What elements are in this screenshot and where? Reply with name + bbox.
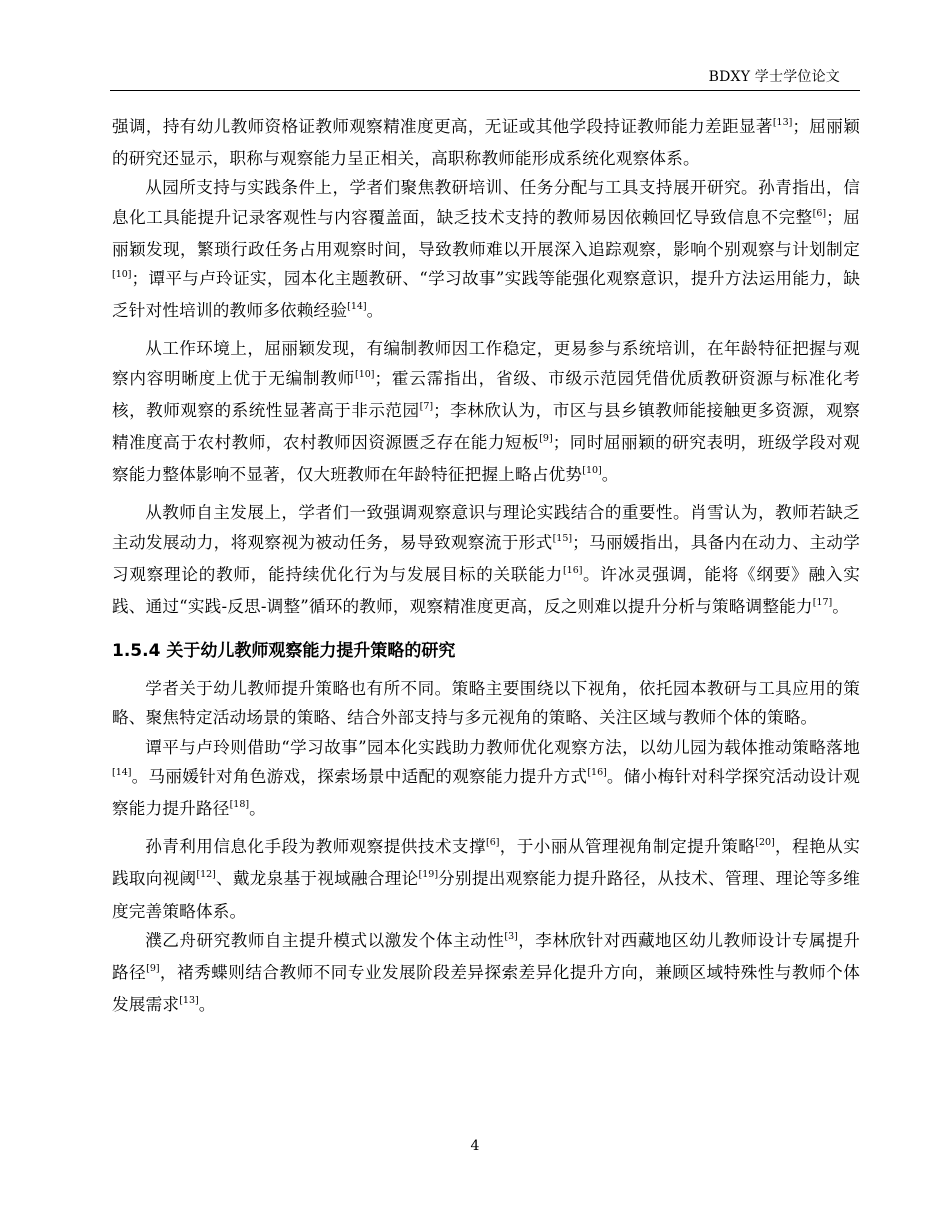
body-paragraph [112,832,860,926]
paragraph-text: 从教师自主发展上，学者们一致强调观察意识与理论实践结合的重要性。肖雪认为，教师若缺乏主动发展动力，将观察视为被动任务，易导致观察流于形式 [112,503,860,552]
paragraph-text: 。 [601,465,619,485]
citation-ref: [14] [347,301,367,313]
header-title: BDXY 学士学位论文 [708,69,840,85]
citation-ref: [20] [755,837,775,849]
paragraph-text: ，李林欣针对西藏地区幼儿教师设计专属提升路径 [112,930,861,983]
paragraph-text: ；屈丽颖的研究还显示，职称与观察能力呈正相关，高职称教师能形成系统化观察体系。 [112,117,860,169]
citation-ref: [9] [146,963,160,975]
paragraph-text: ；李林欣认为，市区与县乡镇教师能接触更多资源，观察精准度高于农村教师，农村教师因资源匮乏存在能力短板 [112,400,861,453]
paragraph-text: 。 [198,995,216,1015]
paragraph-text: ，褚秀蝶则结合教师不同专业发展阶段差异探索差异化提升方向，兼顾区域特殊性与教师个体发展需求 [112,963,860,1015]
citation-ref: [10] [355,368,375,380]
citation-ref: [14] [112,766,132,778]
paragraph-text: ，于小丽从管理视角制定提升策略 [499,837,756,857]
citation-ref: [19] [418,869,439,881]
paragraph-text: 谭平与卢玲则借助“学习故事”园本化实践助力教师优化观察方法，以幼儿园为载体推动策略落地 [145,737,860,757]
citation-ref: [9] [539,433,553,445]
citation-ref: [13] [772,117,793,128]
paragraph-text: 强调，持有幼儿教师资格证教师观察精准度更高，无证或其他学段持证教师能力差距显著 [112,117,773,136]
citation-ref: [6] [812,207,827,219]
paragraph-text: 。 [832,597,850,617]
section-heading: 1.5.4 关于幼儿教师观察能力提升策略的研究 [112,641,456,662]
body-paragraph [112,498,860,624]
citation-ref: [18] [229,799,250,811]
paragraph-text: 学者关于幼儿教师提升策略也有所不同。策略主要围绕以下视角，依托园本教研与工具应用的策略、聚焦特定活动场景的策略、结合外部支持与多元视角的策略、关注区域与教师个体的策略。 [112,679,860,728]
citation-ref: [10] [582,465,602,477]
citation-ref: [16] [562,564,583,576]
paragraph-text: 从工作环境上，屈丽颖发现，有编制教师因工作稳定，更易参与系统培训，在年龄特征把握与观察内容明晰度上优于无编制教师 [112,339,860,388]
citation-ref: [3] [504,930,518,942]
paragraph-text: 、戴龙泉基于视域融合理论 [215,869,419,889]
page-header [110,64,860,91]
citation-ref: [13] [179,995,199,1007]
paragraph-text: 。 [249,799,266,819]
citation-ref: [12] [196,869,216,881]
body-paragraph [112,334,860,492]
paragraph-text: 。储小梅针对科学探究活动设计观察能力提升路径 [112,766,860,819]
paragraph-text: 分别提出观察能力提升路径，从技术、管理、理论等多维度完善策略体系。 [112,869,860,921]
paragraph-text: ，程艳从实践取向视阈 [112,837,861,889]
body-paragraph [112,112,860,173]
paragraph-text: 。许冰灵强调，能将《纲要》融入实践、通过“实践-反思-调整”循环的教师，观察精准度更高，反之则难以提升分析与策略调整能力 [112,564,860,617]
citation-ref: [6] [485,837,500,849]
paragraph-text: ；马丽媛指出，具备内在动力、主动学习观察理论的教师，能持续优化行为与发展目标的关联能力 [112,532,861,584]
paragraph-text: 从园所支持与实践条件上，学者们聚焦教研培训、任务分配与工具支持展开研究。孙青指出，信息化工具能提升记录客观性与内容覆盖面，缺乏技术支持的教师易因依赖回忆导致信息不完整 [112,178,860,227]
paragraph-text: 。 [366,301,384,321]
citation-ref: [15] [552,532,573,544]
body-paragraphs-after [112,674,860,1022]
paragraph-text: 孙青利用信息化手段为教师观察提供技术支撑 [145,837,486,857]
citation-ref: [17] [812,597,833,609]
body-paragraph [112,674,860,732]
citation-ref: [16] [587,766,607,778]
paragraph-text: 濮乙舟研究教师自主提升模式以激发个体主动性 [145,930,505,950]
body-paragraph [112,173,860,328]
paragraph-text: ；霍云霈指出，省级、市级示范园凭借优质教研资源与标准化考核，教师观察的系统性显著高于非示范园 [112,368,860,420]
citation-ref: [10] [112,269,132,281]
paragraph-text: ；谭平与卢玲证实，园本化主题教研、“学习故事”实践等能强化观察意识，提升方法运用能力，缺乏针对性培训的教师多依赖经验 [112,269,860,321]
paragraph-text: 。马丽媛针对角色游戏，探索场景中适配的观察能力提升方式 [131,766,588,786]
page-body [112,112,860,1022]
page-number: 4 [470,1138,480,1154]
citation-ref: [7] [419,400,434,412]
paragraph-text: ；屈丽颖发现，繁琐行政任务占用观察时间，导致教师难以开展深入追踪观察，影响个别观察与计划制定 [112,207,860,259]
body-paragraph [112,733,860,827]
paragraph-text: ；同时屈丽颖的研究表明，班级学段对观察能力整体影响不显著，仅大班教师在年龄特征把握上略占优势 [112,433,860,485]
body-paragraph [112,926,860,1023]
body-paragraphs-before [112,112,860,624]
